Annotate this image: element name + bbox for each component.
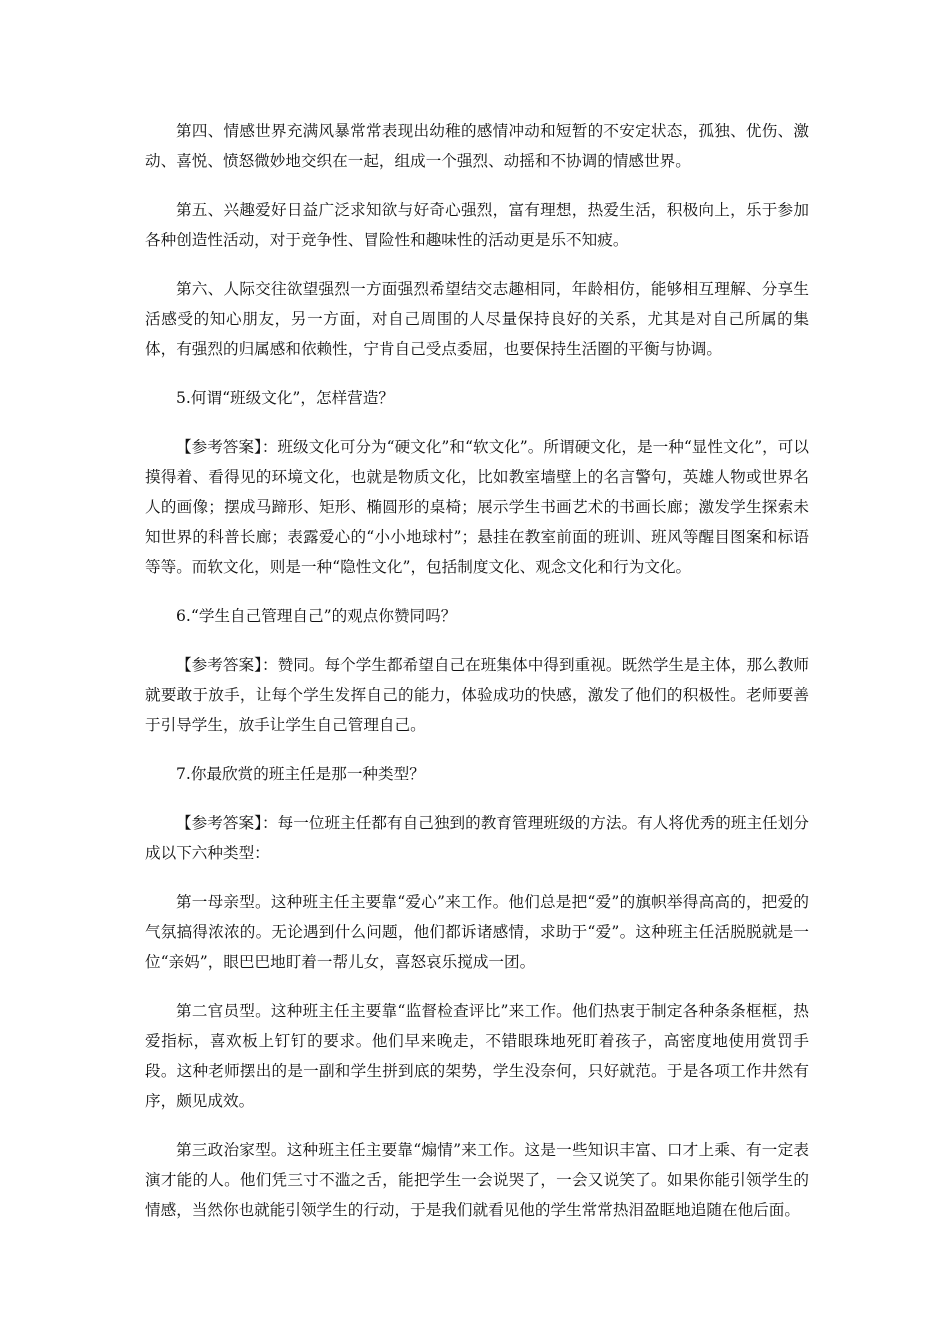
type-politician: 第三政治家型。这种班主任主要靠“煽情”来工作。这是一些知识丰富、口才上乘、有一定表演才能的人。他们凭三寸不滥之舌，能把学生一会说哭了，一会又说笑了。如果你能引领学生的情感，当然你也就能引领学生的行动，于是我们就看见他的学生常常热泪盈眶地追随在他后面。 — [145, 1141, 809, 1219]
answer-6: 【参考答案】：赞同。每个学生都希望自己在班集体中得到重视。既然学生是主体，那么教师就要敢于放手，让每个学生发挥自己的能力，体验成功的快感，激发了他们的积极性。老师要善于引导学生，放手让学生自己管理自己。 — [145, 656, 809, 734]
question-5: 5.何谓“班级文化”，怎样营造？ — [176, 389, 394, 407]
answer-7: 【参考答案】：每一位班主任都有自己独到的教育管理班级的方法。有人将优秀的班主任划分成以下六种类型： — [145, 814, 809, 862]
answer-5: 【参考答案】：班级文化可分为“硬文化”和“软文化”。所谓硬文化，是一种“显性文化”，可以摸得着、看得见的环境文化，也就是物质文化，比如教室墙壁上的名言警句，英雄人物或世界名人的画像；摆成马蹄形、矩形、椭圆形的桌椅；展示学生书画艺术的书画长廊；激发学生探索未知世界的科普长廊；表露爱心的“小小地球村”；悬挂在教室前面的班训、班风等醒目图案和标语等等。而软文化，则是一种“隐性文化”，包括制度文化、观念文化和行为文化。 — [145, 438, 809, 576]
document-body — [145, 116, 809, 1244]
type-mother: 第一母亲型。这种班主任主要靠“爱心”来工作。他们总是把“爱”的旗帜举得高高的，把爱的气氛搞得浓浓的。无论遇到什么问题，他们都诉诸感情，求助于“爱”。这种班主任活脱脱就是一位“亲妈”，眼巴巴地盯着一帮儿女，喜怒哀乐搅成一团。 — [145, 893, 809, 971]
paragraph-interest: 第五、兴趣爱好日益广泛求知欲与好奇心强烈，富有理想，热爱生活，积极向上，乐于参加各种创造性活动，对于竞争性、冒险性和趣味性的活动更是乐不知疲。 — [145, 201, 809, 249]
paragraph-emotion: 第四、情感世界充满风暴常常表现出幼稚的感情冲动和短暂的不安定状态，孤独、优伤、激动、喜悦、愤怒微妙地交织在一起，组成一个强烈、动摇和不协调的情感世界。 — [145, 122, 809, 170]
paragraph-social: 第六、人际交往欲望强烈一方面强烈希望结交志趣相同，年龄相仿，能够相互理解、分享生活感受的知心朋友，另一方面，对自己周围的人尽量保持良好的关系，尤其是对自己所属的集体，有强烈的归属感和依赖性，宁肯自己受点委屈，也要保持生活圈的平衡与协调。 — [145, 280, 809, 358]
question-6: 6.“学生自己管理自己”的观点你赞同吗？ — [176, 607, 457, 625]
question-7: 7.你最欣赏的班主任是那一种类型？ — [176, 765, 425, 783]
type-official: 第二官员型。这种班主任主要靠“监督检查评比”来工作。他们热衷于制定各种条条框框，热爱指标，喜欢板上钉钉的要求。他们早来晚走，不错眼珠地死盯着孩子，高密度地使用赏罚手段。这种老师摆出的是一副和学生拼到底的架势，学生没奈何，只好就范。于是各项工作井然有序，颇见成效。 — [145, 1002, 809, 1110]
